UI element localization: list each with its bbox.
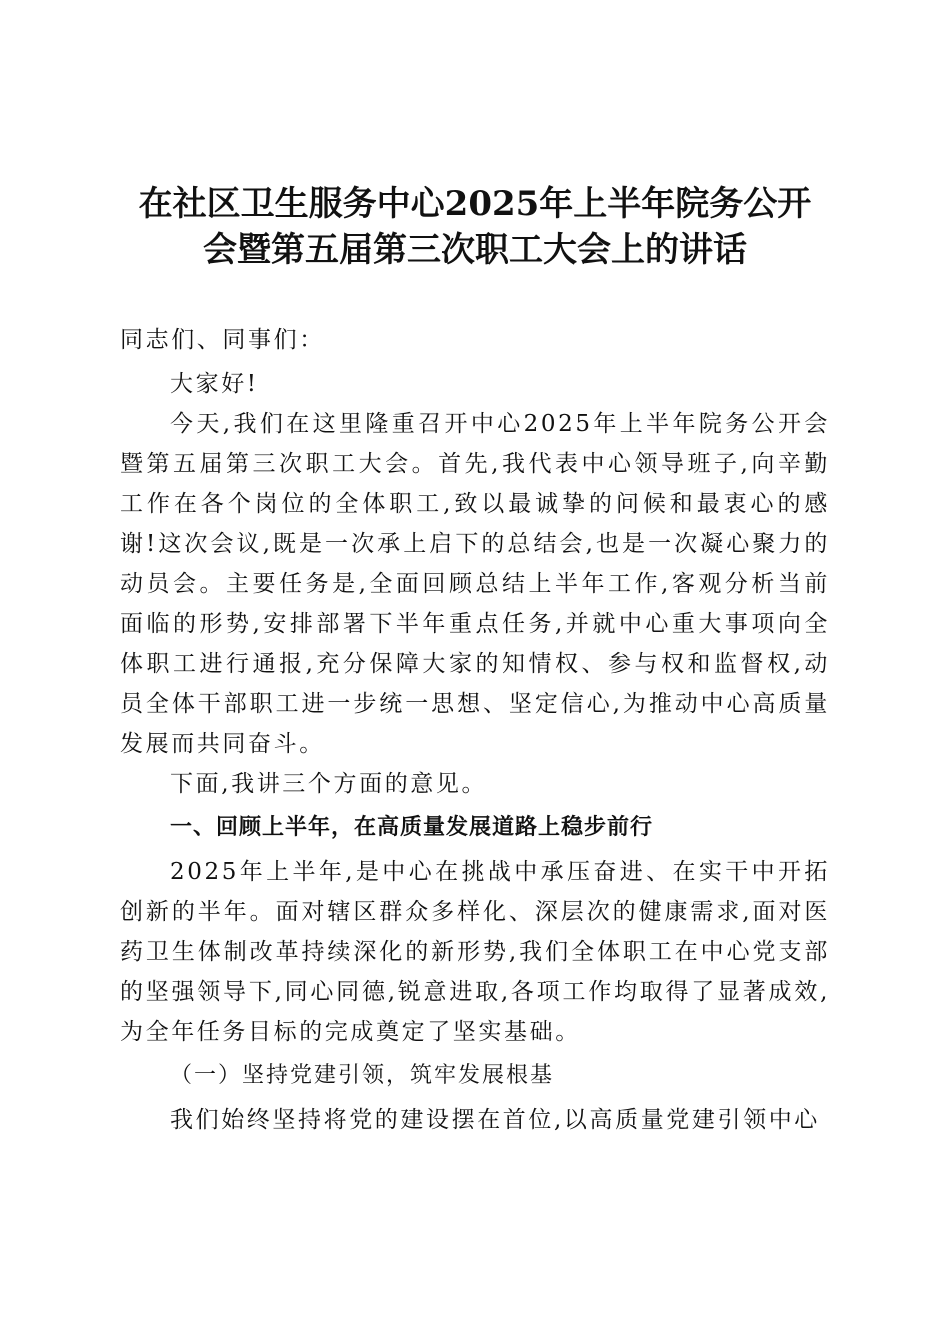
paragraph-opening: 今天,我们在这里隆重召开中心2025年上半年院务公开会暨第五届第三次职工大会。首先,我代表中心领导班子,向辛勤工作在各个岗位的全体职工,致以最诚挚的问候和最衷心的感谢!这次会议,既是一次承上启下的总结会,也是一次凝心聚力的动员会。主要任务是,全面回顾总结上半年工作,客观分析当前面临的形势,安排部署下半年重点任务,并就中心重大事项向全体职工进行通报,充分保障大家的知情权、参与权和监督权,动员全体干部职工进一步统一思想、坚定信心,为推动中心高质量发展而共同奋斗。 [120, 411, 830, 757]
section-heading: 一、回顾上半年，在高质量发展道路上稳步前行 [170, 815, 654, 840]
speech-title-line-2: 会暨第五届第三次职工大会上的讲话 [203, 230, 747, 270]
subsection-heading: （一）坚持党建引领，筑牢发展根基 [170, 1063, 555, 1088]
greeting: 大家好! [170, 371, 259, 397]
paragraph-review: 2025年上半年,是中心在挑战中承压奋进、在实干中开拓创新的半年。面对辖区群众多样化、深层次的健康需求,面对医药卫生体制改革持续深化的新形势,我们全体职工在中心党支部的坚强领导下,同心同德,锐意进取,各项工作均取得了显著成效,为全年任务目标的完成奠定了坚实基础。 [120, 859, 830, 1045]
paragraph-party-building: 我们始终坚持将党的建设摆在首位,以高质量党建引领中心 [170, 1107, 820, 1133]
speech-title-line-1: 在社区卫生服务中心2025年上半年院务公开 [138, 184, 812, 224]
paragraph-outline: 下面,我讲三个方面的意见。 [170, 771, 488, 797]
salutation: 同志们、同事们： [120, 327, 325, 353]
speech-body [120, 320, 830, 1140]
